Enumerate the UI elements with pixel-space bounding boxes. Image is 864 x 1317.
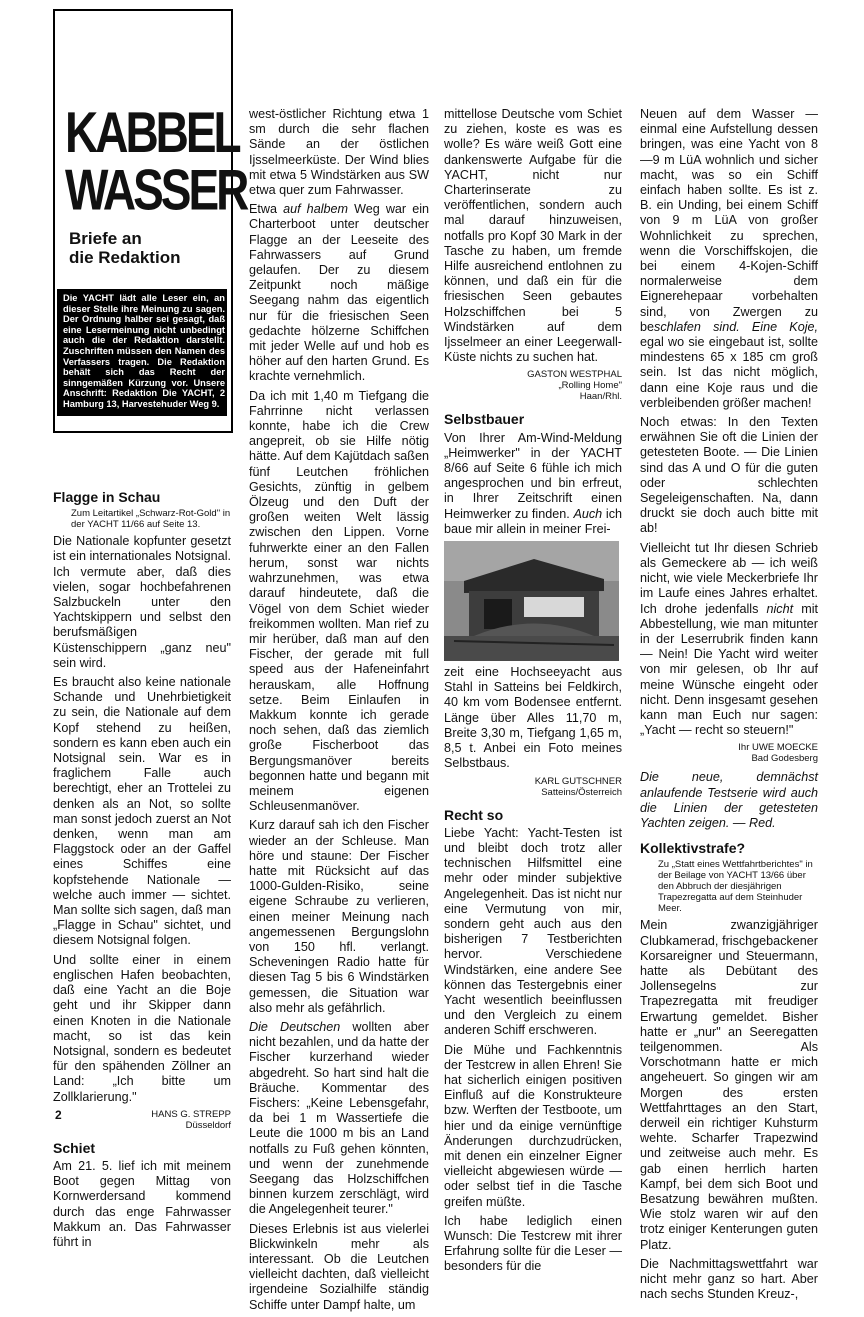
paragraph: Die Mühe und Fachkenntnis der Testcrew in allen Ehren! Sie hat sicherlich einigen positiven Einfluß auf die Konstrukteure bzw. Werften der Testboote, um hier und da einige vernünftige Änderungen durchzudrücken, mit denen ein einzelner Eigner vielleicht abgewiesen würde — oder selbst tief in die Tasche greifen müßte. <box>444 1042 622 1209</box>
letter-heading-kollektivstrafe: Kollektivstrafe? <box>640 840 746 857</box>
paragraph <box>249 1020 429 1218</box>
letter-heading-schiet: Schiet <box>53 1139 96 1156</box>
letter-heading-recht-so: Recht so <box>444 806 504 823</box>
paragraph <box>640 541 818 739</box>
paragraph: mittellose Deutsche vom Schiet zu ziehen, koste es was es wolle? Es wäre weiß Gott eine dankenswerte Aufgabe für die YACHT, nicht nur Charterinserate zu veröffentlichen, sondern auch mal darauf hinzuweisen, notfalls pro Kopf 30 Mark in der Tasche zu haben, um fremde Hilfe ausreichend entlohnen zu können, und daß ein für die friesischen Seen gebautes Holzschiffchen bei 5 Windstärken auf dem Ijsselmeer an einer Leegerwall-Küste nichts zu suchen hat. <box>444 107 622 365</box>
signature-name: GASTON WESTPHAL <box>527 369 622 381</box>
paragraph: Und sollte einer in einem englischen Hafen beobachten, daß eine Yacht an die Boje geht und ihr Skipper dann einen Knoten in die Nationale macht, so ist das kein Notsignal, sondern es bedeutet für den spähenden Zöllner an Land: „Ich bitte um Zollklarierung." <box>53 952 231 1104</box>
text-run: Vielleicht tut Ihr diesen Schrieb als Gemeckere ab — ich weiß nicht, wie viele Meckerbriefe Ihr im Laufe eines Jahres erhaltet. Ich drohe jedenfalls <box>640 540 818 616</box>
masthead-title <box>65 99 247 222</box>
signature-name: HANS G. STREPP <box>151 1108 231 1120</box>
signature-name: KARL GUTSCHNER <box>534 775 622 787</box>
paragraph: Kurz darauf sah ich den Fischer wieder an der Schleuse. Man höre und staune: Der Fischer hatte mit Rücksicht auf das 1000-Gulden-Risiko, seine eigene Schraube zu verlieren, einen meiner Meinung nach angemessenen Bergungslohn von 150 hfl. verlangt. Scheveningen Radio hatte für diesen Tag 5 bis 6 Windstärken gemessen, die Situation war also mehr als gefährlich. <box>249 818 429 1015</box>
paragraph: Es braucht also keine nationale Schande und Unehrbietigkeit zu sein, die Nationale auf dem Kopf stehend zu heißen, sondern es kann eben auch ein Notsignal sein. War es in fraglichem Falle auch berechtigt, eher an Trottelei zu denken als an Not, so sollte man sonst jedoch zuerst an Not denken, wenn man am Flaggstock oder an der Gaffel eines Schiffes eine kopfstehende Nationale — welche auch immer — sichtet. Man sollte sich sagen, daß man „Flagge in Schau" sichtet, und diesem Notsignal folgen. <box>53 675 231 948</box>
column-3 <box>444 107 622 1279</box>
text-run: Weg war ein Charterboot unter deutscher Flagge an der Leeseite des Fahrwassers auf Grund gelaufen. Der zu diesem Zeitpunkt noch mäßige Seegang nahm das eigentlich nur für die friesischen Seen gedachte hölzerne Schiffchen mit jeder Welle auf und hob es höher auf den harten Grund. Es krachte vernehmlich. <box>249 202 430 384</box>
letter-signature <box>444 776 622 798</box>
paragraph: west-östlicher Richtung etwa 1 sm durch die sehr flachen Sände an der östlichen Ijsselmeerküste. Der Wind blies mit etwa 5 Windstärken aus SW etwa quer zum Fahrwasser. <box>249 107 429 198</box>
editorial-notice: Die YACHT lädt alle Leser ein, an dieser Stelle ihre Meinung zu sagen. Der Ordnung halber sei gesagt, daß eine Lesermeinung nicht unbedingt auch die der Redaktion darstellt. Zuschriften müssen den Namen des Verfassers tragen. Die Redaktion behält sich das Recht der sinngemäßen Kürzung vor. Unsere Anschrift: Redaktion Die YACHT, 2 Hamburg 13, Harvestehuder Weg 9. <box>57 289 227 416</box>
text-run-italic: nicht <box>766 601 794 616</box>
letter-reference: Zum Leitartikel „Schwarz-Rot-Gold" in der YACHT 11/66 auf Seite 13. <box>71 508 231 531</box>
subtitle-line-1: Briefe an <box>69 229 142 248</box>
letter-signature <box>444 369 622 402</box>
letter-heading-selbstbauer: Selbstbauer <box>444 411 525 428</box>
signature-name: Ihr UWE MOECKE <box>738 742 818 754</box>
text-run: ich baue mir allein in meiner Frei- <box>444 506 622 536</box>
paragraph: Die Nationale kopfunter gesetzt ist ein internationales Notsignal. Ich vermute aber, daß dies vielen, sogar hochbefahrenen Salzbuckeln unter den Yachtskippern und selbst den berufsmäßigen Küstenschippern „ganz neu" sein wird. <box>53 534 231 670</box>
paragraph <box>640 107 818 411</box>
subtitle-line-2: die Redaktion <box>69 248 181 267</box>
text-run: egal wo sie eingebaut ist, sollte mindestens 65 x 185 cm groß sein. Ist das nicht möglich, dann eine Koje raus und die verbleibenden größer machen! <box>640 335 818 410</box>
text-run: Von Ihrer Am-Wind-Meldung „Heimwerker" in der YACHT 8/66 auf Seite 6 fühle ich mich angesprochen und bin erfreut, in Ihrer Zeitschrift einen Heimwerker zu finden. <box>444 430 622 521</box>
text-run: wollten aber nicht bezahlen, und da hatte der Fischer kurzerhand wieder abgedreht. So hart sind halt die Bräuche. Kommentar des Fischers: „Keine Lebensgefahr, da bei 1 m Wassertiefe die Leute die 1000 m bis an Land notfalls zu Fuß gehen könnten, und wenn der zunehmende Seegang das Holzschiffchen binnen kurzem zerschlägt, wird die Angelegenheit teurer." <box>249 1019 429 1217</box>
text-run-italic: Die Deutschen <box>249 1019 341 1034</box>
paragraph: Die Nachmittagswettfahrt war nicht mehr ganz so hart. Aber nach sechs Stunden Kreuz-, <box>640 1256 818 1302</box>
paragraph: Dieses Erlebnis ist aus vielerlei Blickwinkeln mehr als interessant. Ob die Leutchen vielleicht dachten, daß vielleicht irgendeine Sozialhilfe ständig Schiffe unter Dampf halte, um <box>249 1221 429 1312</box>
paragraph <box>249 202 429 384</box>
photo-illustration <box>444 541 619 661</box>
text-run-italic: Auch <box>573 506 603 521</box>
boat-construction-photo <box>444 541 619 661</box>
reply-text: Die neue, demnächst anlaufende Testserie wird auch die Linien der getesteten Yachten zeigen. — Red. <box>640 770 818 830</box>
paragraph <box>444 431 622 537</box>
paragraph: Liebe Yacht: Yacht-Testen ist und bleibt doch trotz aller technischen Hilfsmittel eine mehr oder minder subjektive Angelegenheit. Das ist nicht nur eine Vermutung von mir, sondern geht auch aus den bisherigen 7 Testberichten hervor. Verschiedene Windstärken, eine andere See können das Testergebnis einer Yacht wesentlich beeinflussen und den Vergleich zu einem anderen Schiff erschweren. <box>444 825 622 1038</box>
page-number: 2 <box>55 1108 62 1122</box>
signature-place: Haan/Rhl. <box>579 391 622 403</box>
masthead-box <box>53 9 247 433</box>
title-line-2: WASSER <box>65 156 247 222</box>
signature-place: Bad Godesberg <box>751 753 818 765</box>
text-run-italic: auf halbem <box>283 202 348 217</box>
text-run: Neuen auf dem Wasser — einmal eine Aufstellung dessen bringen, was eine Yacht von 8—9 m LüA wohnlich und sicher macht, was so ein Schiff einfach haben sollte. Es ist z. B. ein Unding, bei einem Schiff von 9 m LüA von großer Wohnlichkeit zu sprechen, wenn die Vorschiffskojen, die bei einem 4-Kojen-Schiff normalerweise dem Eignerehepaar vorbehalten sind, von Zwergen zu be <box>640 107 818 334</box>
column-1 <box>53 480 231 1254</box>
masthead-subtitle <box>69 229 180 267</box>
letter-signature <box>640 742 818 764</box>
letter-reference: Zu „Statt eines Wettfahrtberichtes" in der Beilage von YACHT 13/66 über den Abbruch der diesjährigen Trapezregatta auf dem Steinhuder Meer. <box>658 859 813 915</box>
title-line-1: KABBEL <box>65 99 239 165</box>
editorial-reply <box>640 770 818 831</box>
signature-boat: „Rolling Home" <box>558 380 622 392</box>
text-run: Etwa <box>249 202 284 217</box>
text-run-italic: schlafen sind. Eine Koje, <box>654 319 818 334</box>
paragraph: Noch etwas: In den Texten erwähnen Sie oft die Linien der getesteten Boote. — Die Linien sind das A und O für die guten oder schlechten Segeleigenschaften. Na, dann druckt sie doch auch bitte mit ab! <box>640 415 818 536</box>
column-4 <box>640 107 818 1306</box>
letter-heading-flagge: Flagge in Schau <box>53 489 161 505</box>
signature-place: Düsseldorf <box>185 1119 231 1131</box>
signature-place: Satteins/Österreich <box>541 786 622 798</box>
paragraph: Da ich mit 1,40 m Tiefgang die Fahrrinne nicht verlassen konnte, habe ich die Crew angepreit, ob sie Hilfe nötig hätte. Auf dem Kajütdach saßen fünf Leutchen fröhlichen Gesichts, zünftig in gelbem Ölzeug und den Duft der großen weiten Welt lässig zwischen den Lippen. Vorne fuhrwerkte einer an den Fallen herum, sonst war nichts wahrzunehmen, was etwa darauf hindeutete, daß die Vögel von dem Schiet wieder freikommen wollten. Man rief zu mir herüber, daß man auf den Fischer, der gerade mit full speed aus der Hafeneinfahrt herauskam, alle Hoffnung setze. Beim Einlaufen in Makkum konnte ich gerade noch sehen, daß das ziemlich große Fischerboot das Bergungsmanöver bereits begonnen hatte und begann mit meinem eigenen Schleusenmanöver. <box>249 388 429 814</box>
paragraph: Ich habe lediglich einen Wunsch: Die Testcrew mit ihrer Erfahrung sollte für die Leser — besonders für die <box>444 1213 622 1274</box>
text-run: mit Abbestellung, wie man mitunter in der Leserrubrik finden kann — Nein! Die Yacht wird weiter von mir gelesen, ob Ihr auf meine Wünsche eingeht oder nicht. Denn insgesamt gesehen kann man Euch nur sagen: „Yacht — recht so steuern!" <box>640 601 818 738</box>
paragraph: zeit eine Hochseeyacht aus Stahl in Satteins bei Feldkirch, 40 km vom Bodensee entfernt. Länge über Alles 11,70 m, Breite 3,30 m, Tiefgang 1,65 m, 8,5 t. Anbei ein Foto meines Selbstbaus. <box>444 665 622 771</box>
paragraph: Mein zwanzigjähriger Clubkamerad, frischgebackener Korsareigner und Steuermann, hatte als Debütant des Jollensegelns zur Trapezregatta mit freudiger Erwartung gemeldet. Bisher hatte er „nur" an Seeregatten teilgenommen. Als Vorschotmann hatte er mich angeheuert. So gingen wir am Morgen des ersten Wettfahrttages an den Start, derweil ein richtiger Kuhsturm wehte. Scharfer Trapezwind und zeitweise auch mehr. Es gab einen herrlich harten Kampf, bei dem sich Boot und Besatzung bewähren mußten. Wie stolz waren wir auf den trotz einiger Kenterungen guten Platz. <box>640 918 818 1252</box>
column-2 <box>249 107 429 1317</box>
paragraph: Am 21. 5. lief ich mit meinem Boot gegen Mittag von Kornwerdersand kommend durch das enge Fahrwasser Makkum an. Das Fahrwasser führt in <box>53 1158 231 1249</box>
letter-signature <box>53 1109 231 1131</box>
